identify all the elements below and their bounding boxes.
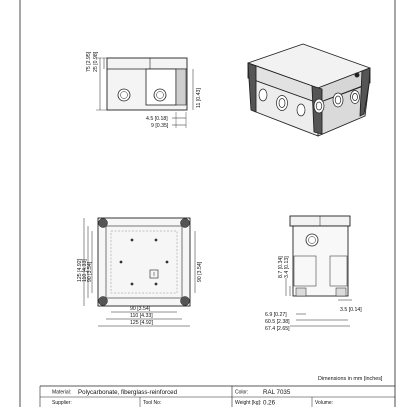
volume-label: Volume: (315, 400, 334, 406)
weight-value: 0.26 (263, 399, 276, 407)
top-view-boss-4 (166, 261, 169, 264)
top-view-screw-bl (99, 297, 108, 306)
color-value: RAL 7035 (263, 389, 291, 396)
side-view (96, 58, 193, 128)
top-dim-b2: 110 [4.33] (130, 313, 153, 319)
top-dim-b3: 125 [4.92] (130, 320, 154, 326)
top-dim-l1: 125 [4.92] (77, 258, 83, 282)
iso-hole-side-3 (351, 91, 360, 104)
top-view-screw-br (181, 297, 190, 306)
front-dim-b1: 6.9 [0.27] (265, 312, 287, 318)
tool-number-label: Tool No: (143, 400, 162, 406)
front-dim-b2: 60.5 [2.38] (265, 319, 290, 325)
side-dim-v2: 25 [0.98] (93, 51, 99, 72)
material-value: Polycarbonate, fiberglass-reinforced (78, 389, 178, 396)
iso-hole-side-1 (314, 99, 324, 113)
side-view-gland-hole-1 (118, 89, 130, 101)
iso-hole-front-3 (297, 104, 305, 116)
top-view-boss-3 (120, 261, 123, 264)
iso-corner-left (248, 63, 256, 112)
top-view-boss-2 (155, 239, 158, 242)
side-view-clip (176, 69, 186, 105)
supplier-label: Supplier: (52, 400, 72, 406)
front-view-foot-right (336, 288, 346, 296)
top-view-boss-6 (155, 283, 158, 286)
front-view-gland-hole (306, 234, 318, 246)
iso-hole-front-1 (259, 89, 267, 101)
top-view-boss-5 (131, 283, 134, 286)
top-view-boss-1 (131, 239, 134, 242)
iso-hole-front-2 (277, 96, 288, 111)
front-dim-l2: 3.4 [0.13] (284, 256, 290, 278)
top-dim-r1: 90 [3.54] (197, 261, 203, 282)
iso-corner-right (360, 68, 370, 116)
weight-label: Weight [kg]: (235, 400, 262, 406)
top-view-screw-tl (99, 219, 108, 228)
color-label: Color: (235, 389, 249, 396)
top-dim-l3: 90 [3.54] (87, 261, 93, 282)
material-label: Material: (52, 389, 72, 396)
side-dim-b2: 9 [0.35] (151, 123, 169, 129)
iso-hole-side-2 (333, 93, 343, 107)
front-view-foot-left (296, 288, 306, 296)
front-dim-r1: 3.5 [0.14] (340, 307, 362, 313)
iso-lid-screw (355, 73, 359, 77)
dimensions-note: Dimensions in mm [inches] (318, 376, 383, 382)
top-dim-l2: 110 [4.33] (82, 259, 88, 282)
side-view-gland-hole-2 (154, 89, 166, 101)
side-dim-v1: 75 [2.95] (86, 51, 92, 72)
top-view-screw-tr (181, 219, 190, 228)
side-dim-r1: 11 [0.43] (196, 88, 202, 108)
front-dim-b3: 67.4 [2.65] (265, 326, 290, 332)
front-dim-l1: 8.7 [0.34] (278, 256, 284, 278)
front-view-body (293, 226, 348, 296)
top-dim-b1: 90 [3.54] (130, 306, 151, 312)
side-dim-b1: 4.5 [0.18] (146, 116, 168, 122)
isometric-view (248, 44, 370, 136)
